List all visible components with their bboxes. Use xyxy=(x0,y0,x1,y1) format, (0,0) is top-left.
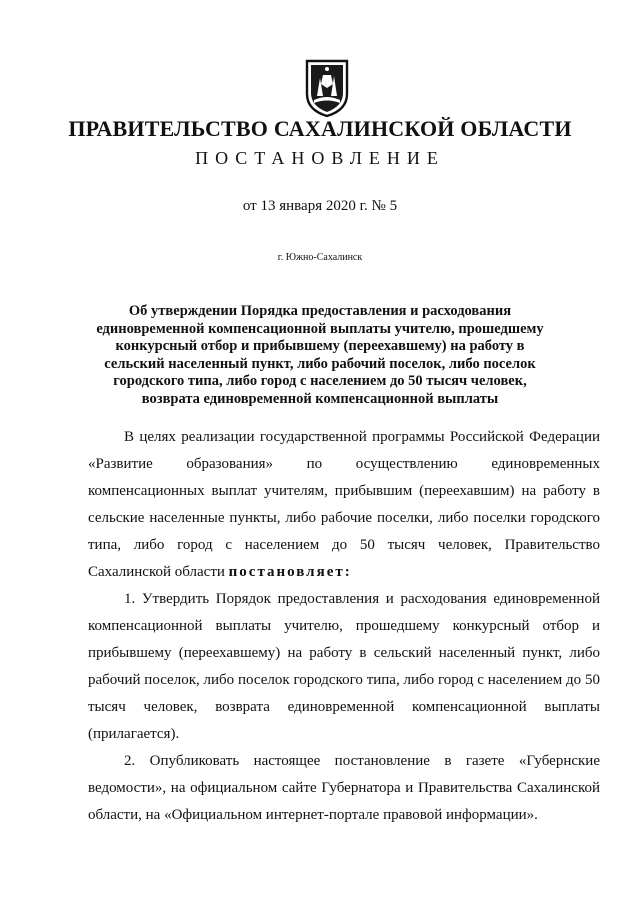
document-type: ПОСТАНОВЛЕНИЕ xyxy=(195,148,445,168)
preamble-text: В целях реализации государственной программы Российской Федерации «Развитие образования» по осуществлению единовременных компенсационных выплат учителям, прибывшим (переехавшим) на работу в сельские населенные пункты, либо рабочие поселки, либо поселки городского типа, либо город с населением до 50 тысяч человек, Правительство Сахалинской области xyxy=(88,429,600,580)
decree-word: постановляет: xyxy=(228,564,352,580)
coat-of-arms-emblem xyxy=(303,58,351,118)
government-name: ПРАВИТЕЛЬСТВО САХАЛИНСКОЙ ОБЛАСТИ xyxy=(68,116,572,141)
item-1-paragraph: 1. Утвердить Порядок предоставления и расходования единовременной компенсационной выплаты учителю, прошедшему конкурсный отбор и прибывшему (переехавшему) на работу в сельский населенный пункт, либо рабочий поселок, либо поселок городского типа, либо город с населением до 50 тысяч человек, возврата единовременной компенсационной выплаты (прилагается). xyxy=(88,591,600,742)
preamble-paragraph xyxy=(88,424,600,586)
document-title: Об утверждении Порядка предоставления и расходования единовременной компенсационной выплаты учителю, прошедшему конкурсный отбор и прибывшему (переехавшему) на работу в сельский населенный пункт, либо рабочий поселок, либо поселок городского типа, либо город с населением до 50 тысяч человек, возврата единовременной компенсационной выплаты xyxy=(96,303,544,407)
date-number: от 13 января 2020 г. № 5 xyxy=(242,198,398,214)
item-2-paragraph: 2. Опубликовать настоящее постановление в газете «Губернские ведомости», на официальном сайте Губернатора и Правительства Сахалинской области, на «Официальном интернет-портале правовой информации». xyxy=(88,753,600,823)
city: г. Южно-Сахалинск xyxy=(277,252,363,263)
document-body xyxy=(88,424,600,829)
